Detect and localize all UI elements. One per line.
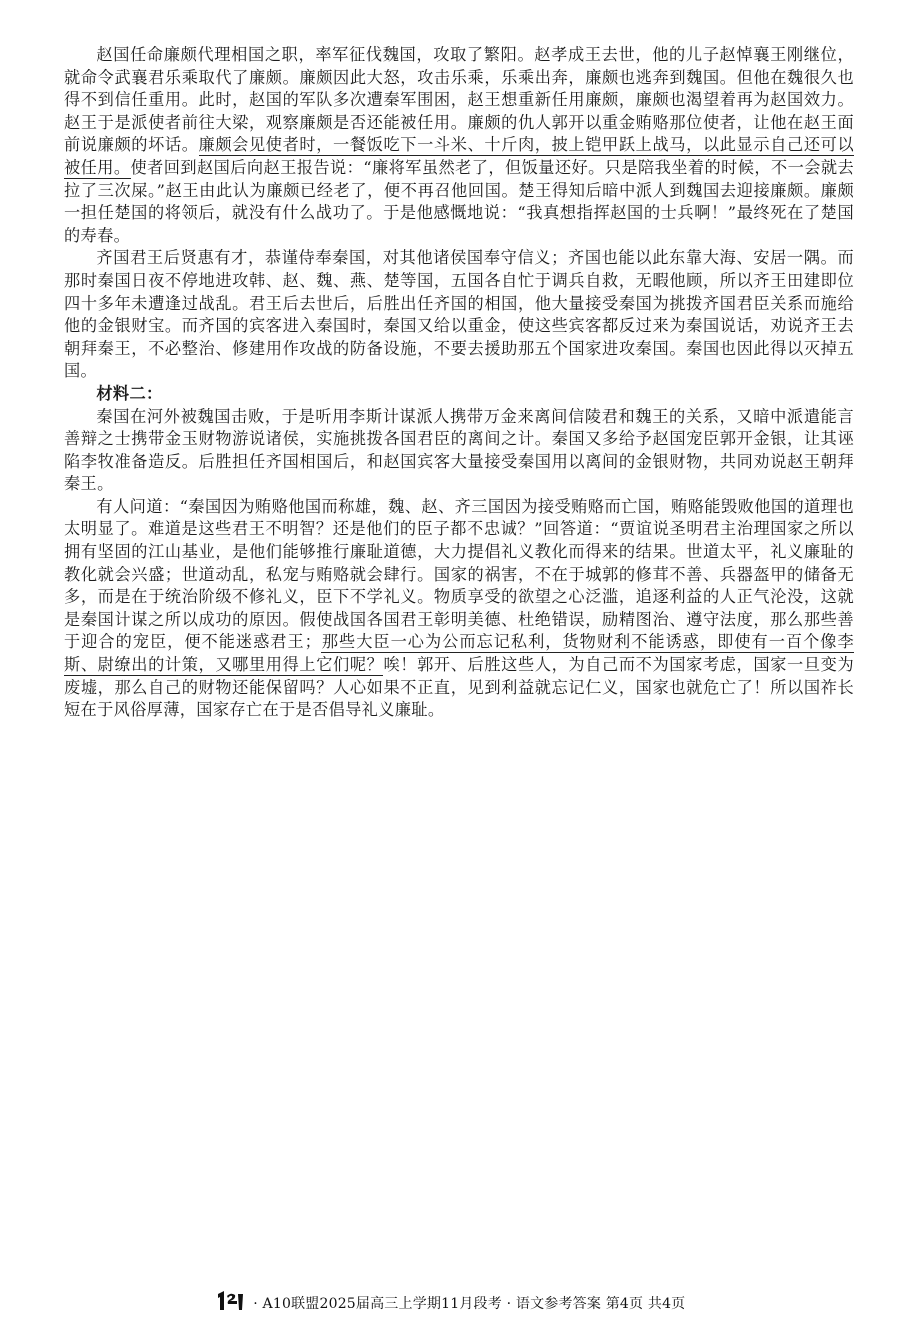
paragraph <box>64 44 854 247</box>
paragraph <box>64 247 854 383</box>
text-segment: 材料二： <box>96 383 163 403</box>
page-footer <box>0 1290 900 1316</box>
text-segment: 使者回到赵国后向赵王报告说：“廉将军虽然老了，但饭量还好。只是陪我坐着的时候，不一会就去拉了三次屎。”赵王由此认为廉颇已经老了，便不再召他回国。楚王得知后暗中派人到魏国去迎接廉颇。廉颇一担任楚国的将领后，就没有什么战功了。于是他感慨地说：“我真想指挥赵国的士兵啊！”最终死在了楚国的寿春。 <box>64 157 854 245</box>
footer-text: · A10联盟2025届高三上学期11月段考 · 语文参考答案 第4页 共4页 <box>253 1296 686 1312</box>
text-segment: 秦国在河外被魏国击败，于是听用李斯计谋派人携带万金来离间信陵君和魏王的关系，又暗中派遣能言善辩之士携带金玉财物游说诸侯，实施挑拨各国君臣的离间之计。秦国又多给予赵国宠臣郭开金银，让其诬陷李牧准备造反。后胜担任齐国相国后，和赵国宾客大量接受秦国用以离间的金银财物，共同劝说赵王朝拜秦王。 <box>64 406 854 494</box>
text-segment: 齐国君王后贤惠有才，恭谨侍奉秦国，对其他诸侯国奉守信义；齐国也能以此东靠大海、安居一隅。而那时秦国日夜不停地进攻韩、赵、魏、燕、楚等国，五国各自忙于调兵自救，无暇他顾，所以齐王田建即位四十多年未遭逢过战乱。君王后去世后，后胜出任齐国的相国，他大量接受秦国为挑拨齐国君臣关系而施给他的金银财宝。而齐国的宾客进入秦国时，秦国又给以重金，使这些宾客都反过来为秦国说话，劝说齐王去朝拜秦王，不必整治、修建用作攻战的防备设施，不要去援助那五个国家进攻秦国。秦国也因此得以灭掉五国。 <box>64 248 854 381</box>
underlined-sentence: 廉颇会见使者时，一餐饭吃下一斗米、十斤肉，披上铠甲跃上战马，以此显示自己还可以被任用。 <box>64 135 854 177</box>
text-segment: 唉！郭开、后胜这些人，为自己而不为国家考虑，国家一旦变为废墟，那么自己的财物还能保留吗？人心如果不正直，见到利益就忘记仁义，国家也就危亡了！所以国祚长短在于风俗厚薄，国家存亡在于是否倡导礼义廉耻。 <box>64 655 854 720</box>
underlined-sentence: 那些大臣一心为公而忘记私利，货物财利不能诱惑，即使有一百个像李斯、尉缭出的计策，又哪里用得上它们呢？ <box>64 632 854 675</box>
paragraph <box>64 496 854 722</box>
section-heading <box>64 383 854 406</box>
document-body <box>64 44 854 722</box>
text-segment: 赵国任命廉颇代理相国之职，率军征伐魏国，攻取了繁阳。赵孝成王去世，他的儿子赵悼襄王刚继位，就命令武襄君乐乘取代了廉颇。廉颇因此大怒，攻击乐乘，乐乘出奔，廉颇也逃奔到魏国。但他在魏很久也得不到信任重用。此时，赵国的军队多次遭秦军围困，赵王想重新任用廉颇，廉颇也渴望着再为赵国效力。赵王于是派使者前往大梁，观察廉颇是否还能被任用。廉颇的仇人郭开以重金贿赂那位使者，让他在赵王面前说廉颇的坏话。 <box>64 45 854 155</box>
text-segment: 有人问道：“秦国因为贿赂他国而称雄，魏、赵、齐三国因为接受贿赂而亡国，贿赂能毁败他国的道理也太明显了。难道是这些君王不明智？还是他们的臣子都不忠诚？”回答道：“贾谊说圣明君主治理国家之所以拥有坚固的江山基业，是他们能够推行廉耻道德，大力提倡礼义教化而得来的结果。世道太平，礼义廉耻的教化就会兴盛；世道动乱，私宠与贿赂就会肆行。国家的祸害，不在于城郭的修茸不善、兵器盔甲的储备无多，而是在于统治阶级不修礼义，臣下不学礼义。物质享受的欲望之心泛滥，追逐利益的人正气沦没，这就是秦国计谋之所以成功的原因。假使战国各国君王彰明美德、杜绝错误，励精图治、遵守法度，那么那些善于迎合的宠臣，便不能迷惑君王； <box>64 496 854 652</box>
publisher-logo-icon <box>215 1290 245 1316</box>
paragraph <box>64 406 854 496</box>
